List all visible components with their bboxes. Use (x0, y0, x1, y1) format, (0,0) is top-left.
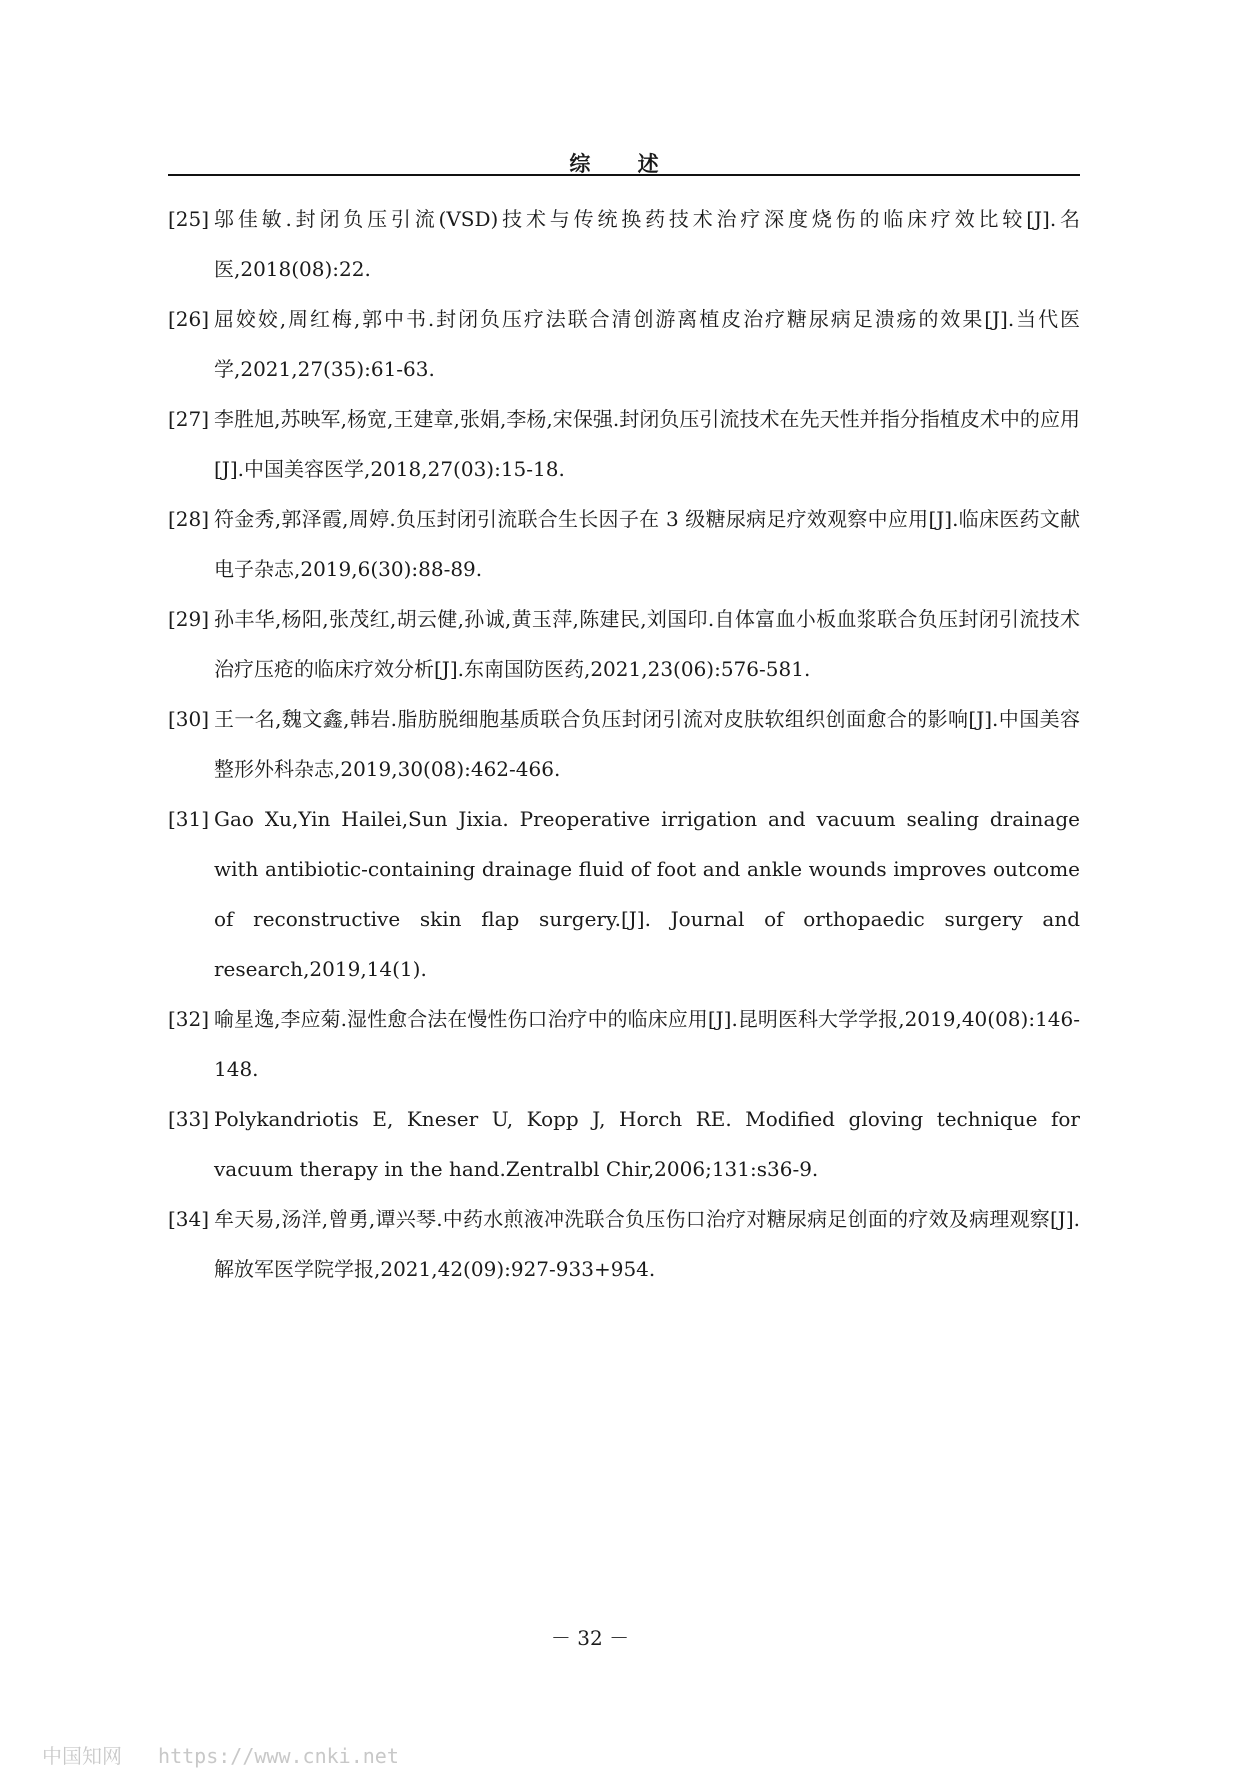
reference-text: 邬佳敏.封闭负压引流(VSD)技术与传统换药技术治疗深度烧伤的临床疗效比较[J].名医,2018(08):22. (214, 207, 1080, 281)
reference-number: [29] (168, 607, 210, 631)
page-number: － 32 － (550, 1626, 630, 1650)
reference-number: [31] (168, 807, 210, 831)
reference-text: 李胜旭,苏映军,杨宽,王建章,张娟,李杨,宋保强.封闭负压引流技术在先天性并指分指植皮术中的应用[J].中国美容医学,2018,27(03):15-18. (214, 407, 1080, 481)
reference-text: 牟天易,汤洋,曾勇,谭兴琴.中药水煎液冲洗联合负压伤口治疗对糖尿病足创面的疗效及病理观察[J].解放军医学院学报,2021,42(09):927-933+954. (214, 1207, 1080, 1281)
reference-number: [30] (168, 707, 210, 731)
reference-text: 王一名,魏文鑫,韩岩.脂肪脱细胞基质联合负压封闭引流对皮肤软组织创面愈合的影响[J].中国美容整形外科杂志,2019,30(08):462-466. (214, 707, 1080, 781)
reference-item (168, 594, 1080, 694)
reference-number: [27] (168, 407, 210, 431)
reference-text: Polykandriotis E, Kneser U, Kopp J, Horch RE. Modified gloving technique for vacuum therapy in the hand.Zentralbl Chir,2006;131:s36-9. (214, 1107, 1080, 1181)
reference-number: [32] (168, 1007, 210, 1031)
reference-item (168, 394, 1080, 494)
reference-text: 喻星逸,李应菊.湿性愈合法在慢性伤口治疗中的临床应用[J].昆明医科大学学报,2019,40(08):146-148. (214, 1007, 1080, 1081)
cnki-watermark (42, 1740, 399, 1769)
reference-text: 屈姣姣,周红梅,郭中书.封闭负压疗法联合清创游离植皮治疗糖尿病足溃疡的效果[J].当代医学,2021,27(35):61-63. (214, 307, 1080, 381)
reference-item (168, 494, 1080, 594)
reference-number: [25] (168, 207, 210, 231)
watermark-brand: 中国知网 (42, 1744, 122, 1768)
reference-number: [34] (168, 1207, 210, 1231)
reference-list (168, 194, 1080, 1294)
reference-text: Gao Xu,Yin Hailei,Sun Jixia. Preoperative irrigation and vacuum sealing drainage with antibiotic-containing drainage fluid of foot and ankle wounds improves outcome of reconstructive skin flap surgery.[J]. Journal of orthopaedic surgery and research,2019,14(1). (214, 807, 1080, 981)
reference-item (168, 1094, 1080, 1194)
reference-text: 符金秀,郭泽霞,周婷.负压封闭引流联合生长因子在 3 级糖尿病足疗效观察中应用[J].临床医药文献电子杂志,2019,6(30):88-89. (214, 507, 1080, 581)
reference-item (168, 994, 1080, 1094)
reference-number: [28] (168, 507, 210, 531)
reference-number: [33] (168, 1107, 210, 1131)
header-divider (168, 174, 1080, 176)
reference-text: 孙丰华,杨阳,张茂红,胡云健,孙诚,黄玉萍,陈建民,刘国印.自体富血小板血浆联合负压封闭引流技术治疗压疮的临床疗效分析[J].东南国防医药,2021,23(06):576-581. (214, 607, 1080, 681)
reference-item (168, 794, 1080, 994)
reference-number: [26] (168, 307, 210, 331)
watermark-url: https://www.cnki.net (158, 1744, 399, 1768)
page-header-title: 综 述 (569, 151, 679, 176)
reference-item (168, 294, 1080, 394)
reference-item (168, 1194, 1080, 1294)
reference-item (168, 194, 1080, 294)
reference-item (168, 694, 1080, 794)
